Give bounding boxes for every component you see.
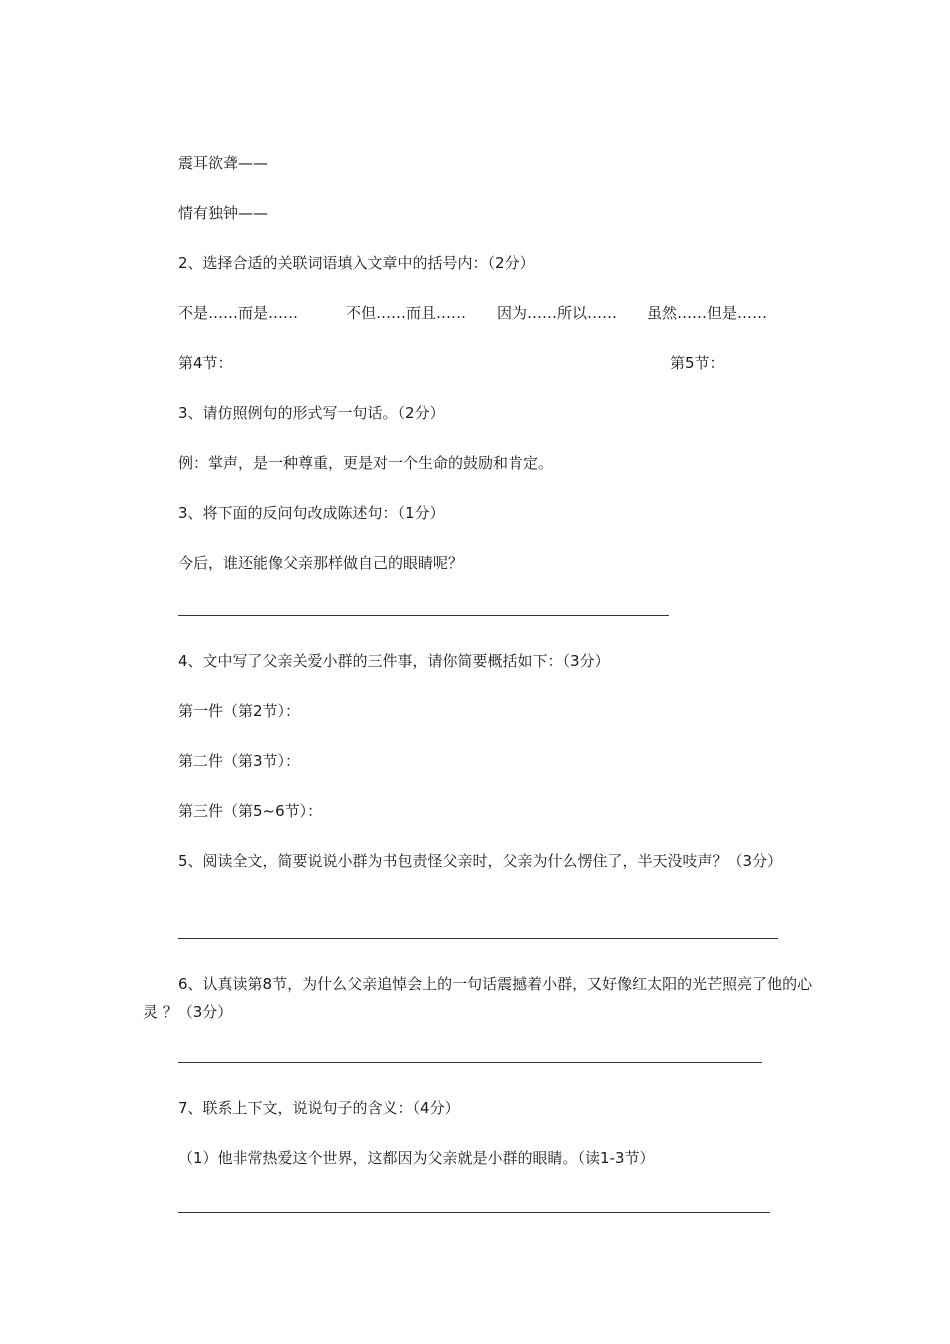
event-2-blank: 第二件（第3节）：: [178, 752, 301, 770]
section-5-blank: 第5节：: [670, 354, 725, 372]
question-6: 6、认真读第8节，为什么父亲追悼会上的一句话震撼着小群，又好像红太阳的光芒照亮了他的心灵 ？（3分）: [143, 975, 813, 1021]
section-4-blank: 第4节：: [178, 354, 233, 372]
question-3-rhetorical: 3、将下面的反问句改成陈述句：（1分）: [178, 504, 445, 522]
conjunction-options: [178, 303, 767, 323]
conjunction-option-4: 虽然……但是……: [647, 304, 768, 322]
event-3-blank: 第三件（第5~6节）：: [178, 802, 323, 820]
event-1-blank: 第一件（第2节）：: [178, 702, 301, 720]
question-3-imitate: 3、请仿照例句的形式写一句话。（2分）: [178, 404, 445, 422]
question-7-part-1: （1）他非常热爱这个世界，这都因为父亲就是小群的眼睛。（读1-3节）: [178, 1149, 655, 1167]
question-4: 4、文中写了父亲关爱小群的三件事，请你简要概括如下：（3分）: [178, 652, 610, 670]
idiom-qing-you-du-zhong: 情有独钟——: [178, 204, 269, 222]
answer-line[interactable]: [178, 938, 778, 939]
answer-line[interactable]: [178, 615, 669, 616]
example-sentence: 例：掌声，是一种尊重，更是对一个生命的鼓励和肯定。: [178, 454, 554, 472]
answer-line[interactable]: [178, 1062, 762, 1063]
answer-line[interactable]: [178, 1212, 770, 1213]
conjunction-option-3: 因为……所以……: [497, 304, 618, 322]
idiom-zhen-er-yu-long: 震耳欲聋——: [178, 154, 269, 172]
question-7: 7、联系上下文，说说句子的含义：（4分）: [178, 1099, 460, 1117]
conjunction-option-2: 不但……而且……: [346, 304, 467, 322]
conjunction-option-1: 不是……而是……: [178, 304, 299, 322]
rhetorical-sentence: 今后，谁还能像父亲那样做自己的眼睛呢？: [178, 554, 464, 572]
question-2: 2、选择合适的关联词语填入文章中的括号内：（2分）: [178, 254, 535, 272]
question-5: 5、阅读全文，简要说说小群为书包责怪父亲时，父亲为什么愣住了，半天没吱声？（3分）: [178, 852, 783, 870]
